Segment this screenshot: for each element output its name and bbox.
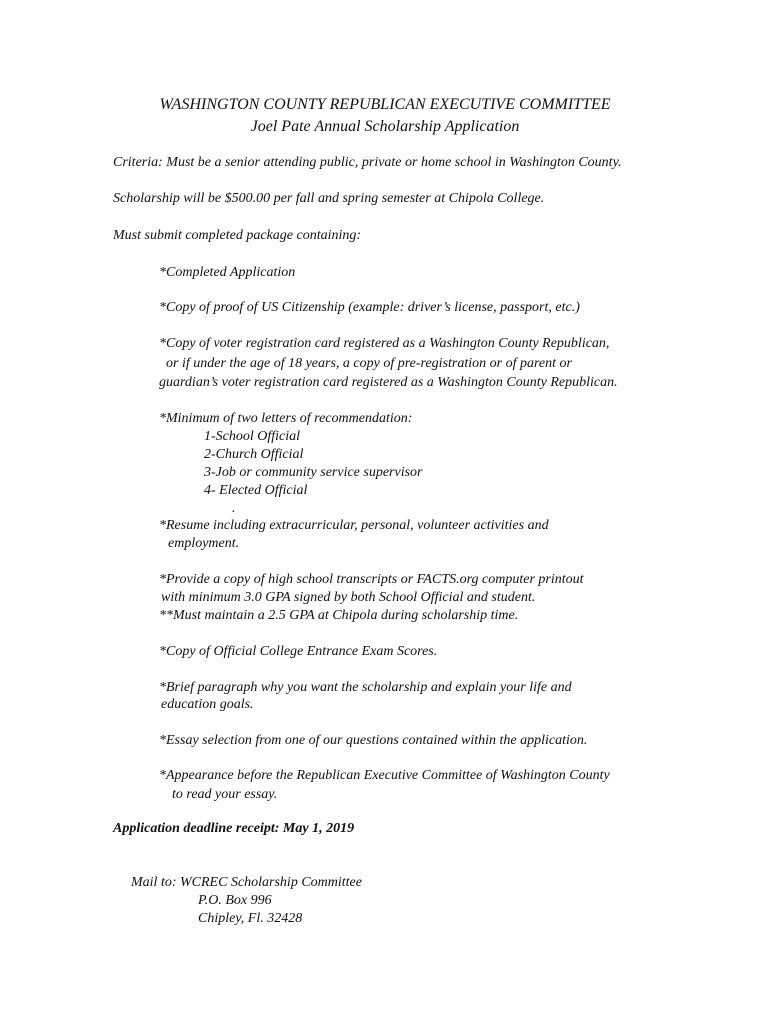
- criteria-text: Criteria: Must be a senior attending public, private or home school in Washington County.: [113, 155, 622, 170]
- package-intro-text: Must submit completed package containing:: [113, 228, 362, 243]
- mail-city-state-zip: Chipley, Fl. 32428: [198, 911, 303, 926]
- requirement-transcript-line-2: with minimum 3.0 GPA signed by both School Official and student.: [161, 590, 536, 605]
- application-deadline: Application deadline receipt: May 1, 2019: [113, 821, 355, 836]
- requirement-voter-line-1: *Copy of voter registration card registered as a Washington County Republican,: [159, 336, 610, 351]
- requirement-gpa-note: **Must maintain a 2.5 GPA at Chipola during scholarship time.: [159, 608, 519, 623]
- letter-item: 2-Church Official: [204, 447, 304, 462]
- requirement-voter-line-2: or if under the age of 18 years, a copy of pre-registration or of parent or: [166, 356, 572, 371]
- requirement-appearance-line-1: *Appearance before the Republican Executive Committee of Washington County: [159, 768, 610, 783]
- requirement-completed-application: *Completed Application: [159, 265, 296, 280]
- requirement-paragraph-line-2: education goals.: [161, 697, 254, 712]
- letter-item: 4- Elected Official: [204, 483, 308, 498]
- requirement-voter-line-3: guardian’s voter registration card registered as a Washington County Republican.: [159, 375, 618, 390]
- document-title: Joel Pate Annual Scholarship Application: [250, 118, 520, 135]
- letter-item: 1-School Official: [204, 429, 301, 444]
- requirement-letters-heading: *Minimum of two letters of recommendation:: [159, 411, 413, 426]
- requirement-essay: *Essay selection from one of our questions contained within the application.: [159, 733, 588, 748]
- letters-dot: .: [232, 501, 236, 516]
- scholarship-amount-text: Scholarship will be $500.00 per fall and spring semester at Chipola College.: [113, 191, 545, 206]
- mail-to-line: Mail to: WCREC Scholarship Committee: [131, 875, 362, 890]
- requirement-paragraph-line-1: *Brief paragraph why you want the scholarship and explain your life and: [159, 680, 572, 695]
- mail-po-box: P.O. Box 996: [198, 893, 272, 908]
- requirement-appearance-line-2: to read your essay.: [172, 787, 278, 802]
- requirement-citizenship: *Copy of proof of US Citizenship (example: driver’s license, passport, etc.): [159, 300, 580, 315]
- organization-heading: WASHINGTON COUNTY REPUBLICAN EXECUTIVE COMMITTEE: [159, 96, 611, 113]
- letter-item: 3-Job or community service supervisor: [204, 465, 423, 480]
- requirement-resume-line-1: *Resume including extracurricular, personal, volunteer activities and: [159, 518, 549, 533]
- requirement-exam-scores: *Copy of Official College Entrance Exam Scores.: [159, 644, 438, 659]
- requirement-transcript-line-1: *Provide a copy of high school transcripts or FACTS.org computer printout: [159, 572, 584, 587]
- requirement-resume-line-2: employment.: [168, 536, 240, 551]
